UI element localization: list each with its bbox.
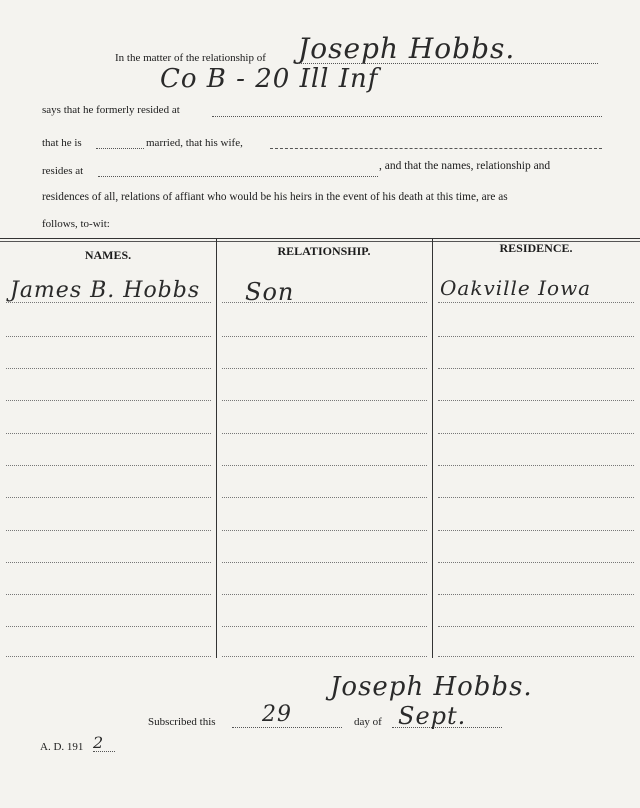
he-is-label: that he is	[42, 137, 82, 149]
day-of-label: day of	[354, 716, 382, 728]
unit-handwritten: Co B - 20 Ill Inf	[160, 64, 379, 94]
subscribed-this-label: Subscribed this	[148, 716, 216, 728]
married-wife-label: married, that his wife,	[146, 137, 243, 149]
header-names: NAMES.	[84, 248, 132, 262]
resides-at-label: resides at	[42, 165, 84, 177]
column-divider-1	[216, 238, 217, 658]
married-status-line	[96, 148, 144, 149]
table-row-1-name: James B. Hobbs	[10, 278, 201, 303]
formerly-resided-label: says that he formerly resided at	[42, 104, 180, 116]
wife-name-line	[270, 148, 602, 149]
names-relationship-clause: , and that the names, relationship and	[379, 160, 551, 172]
month-handwritten: Sept.	[398, 702, 467, 730]
claimant-name-handwritten: Joseph Hobbs.	[298, 32, 516, 65]
ad-year-label: A. D. 191	[40, 741, 84, 753]
former-residence-line	[212, 116, 602, 117]
heirs-table	[0, 238, 640, 658]
day-handwritten: 29	[262, 702, 292, 727]
residences-clause: residences of all, relations of affiant who would be his heirs in the event of his death at this time, are as	[42, 191, 508, 203]
follows-label: follows, to-wit:	[42, 218, 110, 230]
year-digit-handwritten: 2	[93, 733, 105, 752]
header-residence: RESIDENCE.	[499, 241, 573, 255]
affiant-signature: Joseph Hobbs.	[330, 672, 533, 702]
column-divider-2	[432, 238, 433, 658]
day-line	[232, 727, 342, 728]
resides-at-line	[98, 176, 378, 177]
header-relationship: RELATIONSHIP.	[277, 244, 371, 258]
table-row-1-residence: Oakville Iowa	[440, 276, 592, 300]
table-row-1-relationship: Son	[245, 278, 295, 306]
year-line	[93, 751, 115, 752]
table-top-rule	[0, 238, 640, 239]
matter-prefix: In the matter of the relationship of	[115, 52, 266, 64]
